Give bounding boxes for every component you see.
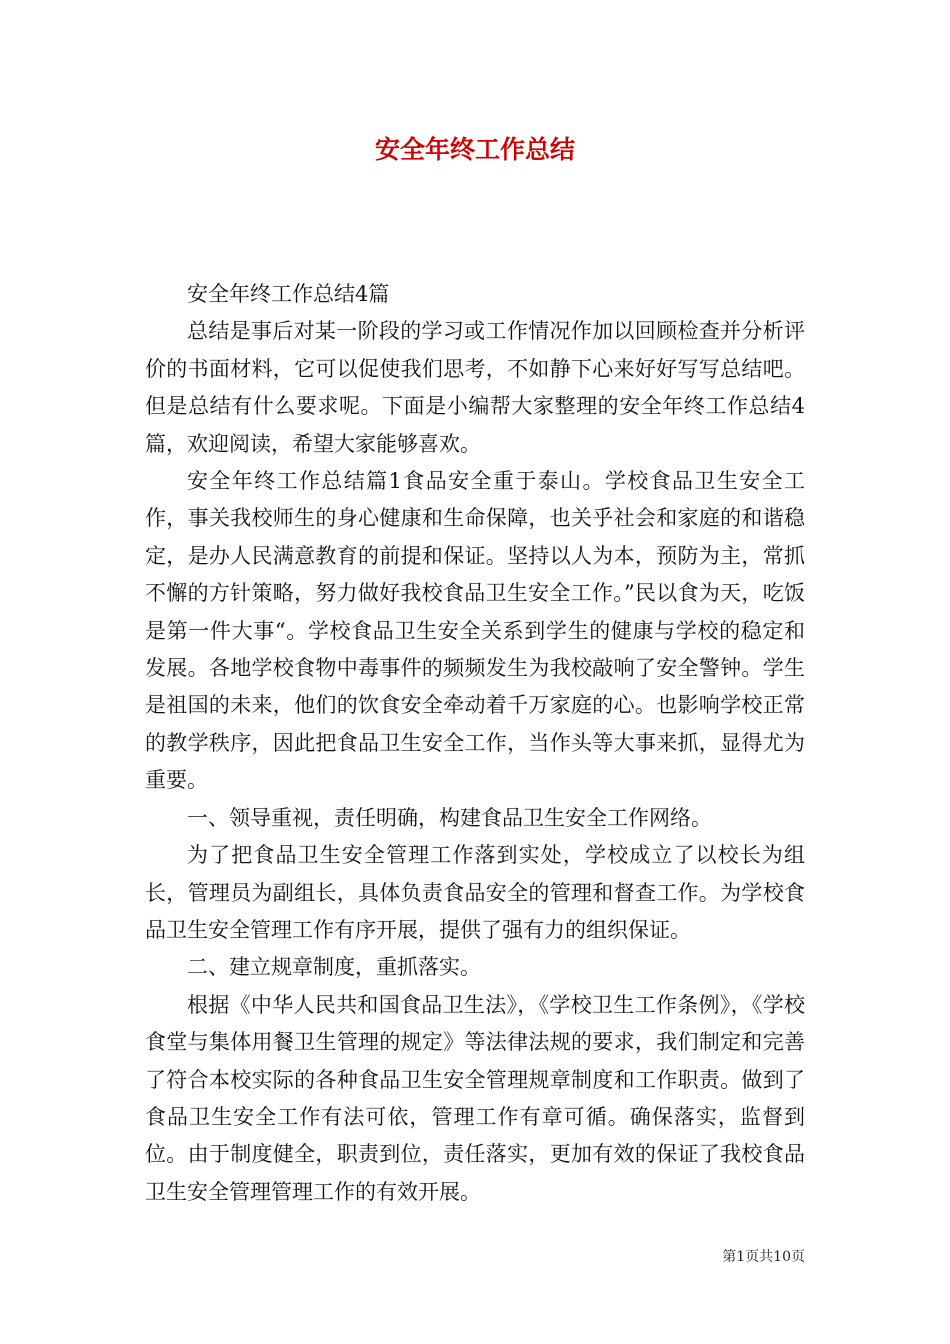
leadership-paragraph: 为了把食品卫生安全管理工作落到实处，学校成立了以校长为组长，管理员为副组长，具体负责食品安全的管理和督查工作。为学校食品卫生安全管理工作有序开展，提供了强有力的组织保证。 [145, 843, 805, 942]
heading-leadership: 一、领导重视，责任明确，构建食品卫生安全工作网络。 [187, 805, 712, 830]
heading-regulations: 二、建立规章制度，重抓落实。 [187, 955, 481, 980]
page-number-footer: 第1页共10页 [722, 1249, 805, 1265]
section-1-paragraph: 安全年终工作总结篇1食品安全重于泰山。学校食品卫生安全工作，事关我校师生的身心健康和生命保障，也关乎社会和家庭的和谐稳定，是办人民满意教育的前提和保证。坚持以人为本，预防为主，常抓不懈的方针策略，努力做好我校食品卫生安全工作。”民以食为天，吃饭是第一件大事“。学校食品卫生安全关系到学生的健康与学校的稳定和发展。各地学校食物中毒事件的频频发生为我校敲响了安全警钟。学生是祖国的未来，他们的饮食安全牵动着千万家庭的心。也影响学校正常的教学秩序，因此把食品卫生安全工作，当作头等大事来抓，显得尤为重要。 [145, 469, 805, 793]
document-title: 安全年终工作总结 [374, 135, 575, 164]
intro-paragraph: 总结是事后对某一阶段的学习或工作情况作加以回顾检查并分析评价的书面材料，它可以促使我们思考，不如静下心来好好写写总结吧。但是总结有什么要求呢。下面是小编帮大家整理的安全年终工作总结4篇，欢迎阅读，希望大家能够喜欢。 [145, 319, 805, 456]
subtitle-paragraph: 安全年终工作总结4篇 [187, 282, 390, 306]
regulations-paragraph: 根据《中华人民共和国食品卫生法》，《学校卫生工作条例》，《学校食堂与集体用餐卫生管理的规定》等法律法规的要求，我们制定和完善了符合本校实际的各种食品卫生安全管理规章制度和工作职责。做到了食品卫生安全工作有法可依，管理工作有章可循。确保落实，监督到位。由于制度健全，职责到位，责任落实，更加有效的保证了我校食品卫生安全管理管理工作的有效开展。 [145, 992, 805, 1204]
document-body [145, 276, 805, 1211]
